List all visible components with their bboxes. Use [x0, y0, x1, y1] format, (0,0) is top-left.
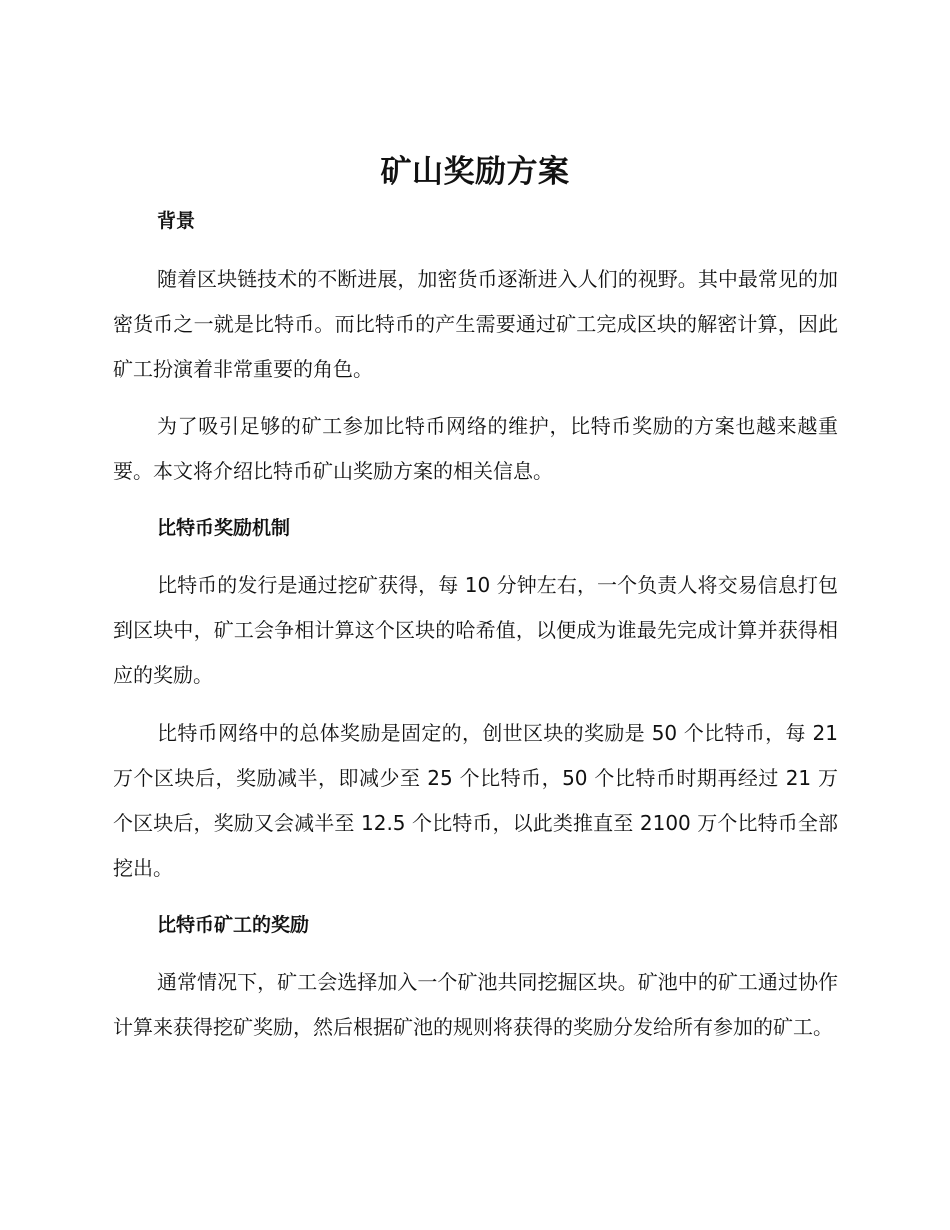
section-heading-reward-mechanism: 比特币奖励机制 — [157, 517, 291, 539]
document-title: 矿山奖励方案 — [380, 154, 570, 190]
paragraph-background-2: 为了吸引足够的矿工参加比特币网络的维护，比特币奖励的方案也越来越重要。本文将介绍比特币矿山奖励方案的相关信息。 — [113, 414, 838, 483]
paragraph-miner-reward-1: 通常情况下，矿工会选择加入一个矿池共同挖掘区块。矿池中的矿工通过协作计算来获得挖矿奖励，然后根据矿池的规则将获得的奖励分发给所有参加的矿工。 — [113, 970, 838, 1039]
paragraph-reward-mechanism-1: 比特币的发行是通过挖矿获得，每 10 分钟左右，一个负责人将交易信息打包到区块中，矿工会争相计算这个区块的哈希值，以便成为谁最先完成计算并获得相应的奖励。 — [113, 573, 838, 687]
paragraph-reward-mechanism-2: 比特币网络中的总体奖励是固定的，创世区块的奖励是 50 个比特币，每 21 万个区块后，奖励减半，即减少至 25 个比特币，50 个比特币时期再经过 21 万个区块后，奖励又会减半至 12.5 个比特币，以此类推直至 2100 万个比特币全部挖出。 — [113, 721, 838, 880]
section-heading-miner-reward: 比特币矿工的奖励 — [157, 914, 310, 936]
paragraph-background-1: 随着区块链技术的不断进展，加密货币逐渐进入人们的视野。其中最常见的加密货币之一就是比特币。而比特币的产生需要通过矿工完成区块的解密计算，因此矿工扮演着非常重要的角色。 — [113, 267, 838, 381]
section-heading-background: 背景 — [157, 210, 196, 232]
